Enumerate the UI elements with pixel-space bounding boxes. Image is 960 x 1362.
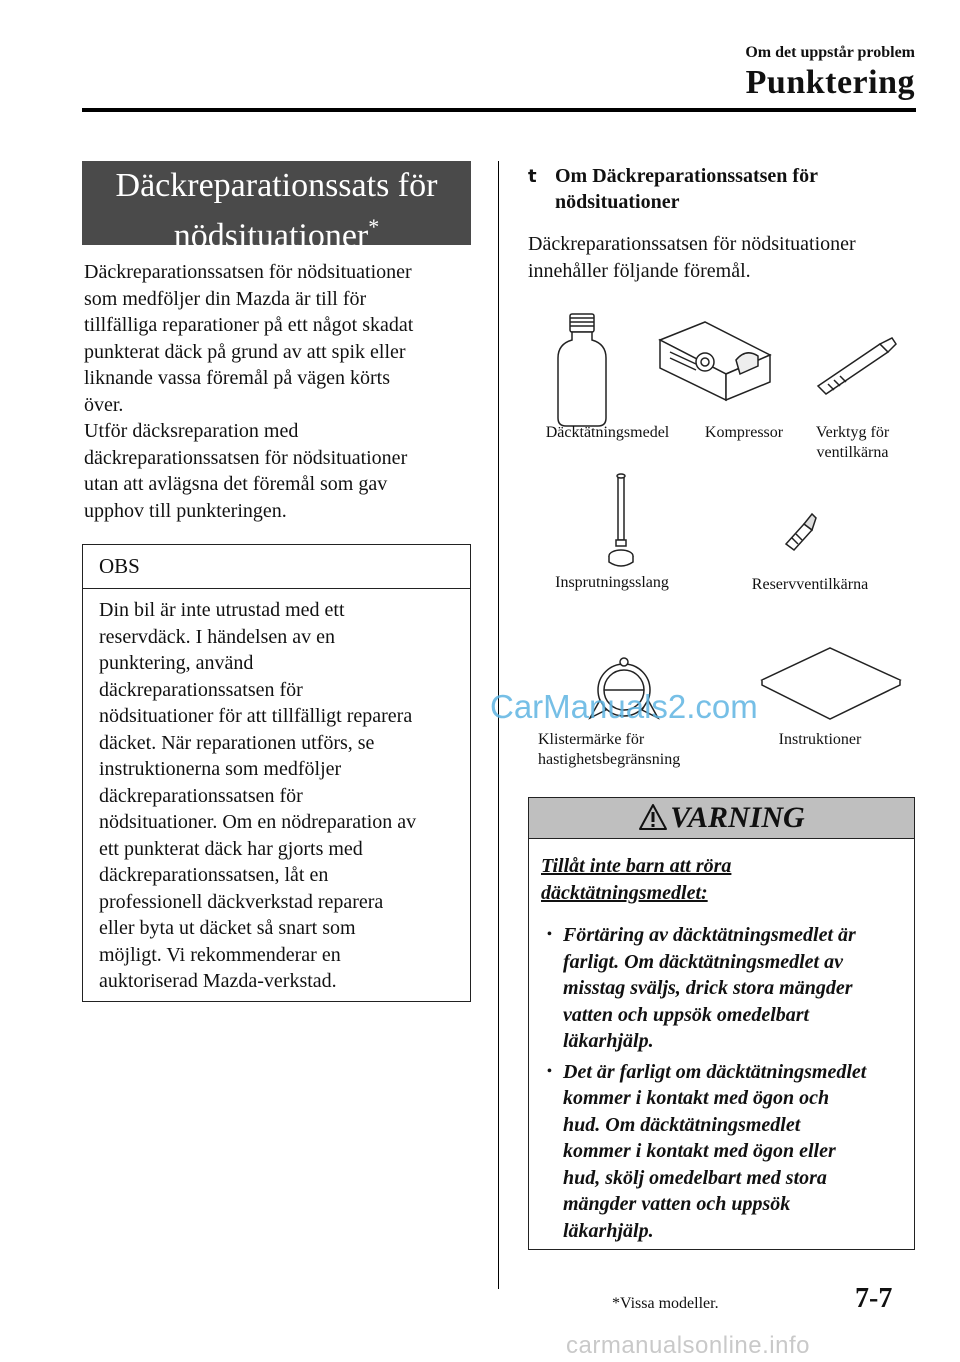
text-line: möjligt. Vi rekommenderar en	[99, 943, 341, 966]
obs-body	[83, 589, 470, 995]
warning-triangle-icon	[638, 803, 668, 831]
label-valve-tool-line-1: Verktyg för	[815, 424, 890, 441]
text-line: hud, skölj omedelbart med stora	[563, 1166, 827, 1189]
text-line: kommer i kontakt med ögon och	[563, 1087, 830, 1109]
sealant-bottle-illustration	[558, 314, 606, 426]
section-heading: Om det uppstår problem	[745, 44, 915, 61]
injection-hose-illustration	[609, 474, 633, 566]
label-valve-tool-line-2: ventilkärna	[816, 444, 889, 461]
text-line: farligt. Om däcktätningsmedlet av	[563, 950, 843, 973]
text-line: däckreparationssatsen för	[99, 784, 303, 807]
warning-body	[529, 839, 914, 1244]
text-line: över.	[84, 393, 124, 416]
text-line: nödsituationer. Om en nödreparation av	[99, 811, 417, 833]
obs-heading: OBS	[83, 545, 470, 589]
footer-watermark: carmanualsonline.info	[566, 1332, 810, 1359]
text-line: Din bil är inte utrustad med ett	[99, 599, 345, 621]
text-line: däckreparationssatsen för	[99, 678, 303, 701]
compressor-illustration	[660, 322, 770, 400]
text-line: Däckreparationssatsen för nödsituationer	[84, 261, 412, 283]
text-line: auktoriserad Mazda-verkstad.	[99, 970, 337, 992]
text-line: nödsituationer för att tillfälligt reparera	[99, 705, 413, 727]
text-line: tillfälliga reparationer på ett något skadat	[84, 314, 414, 336]
label-hose: Insprutningsslang	[555, 574, 669, 591]
text-line: hud. Om däcktätningsmedlet	[563, 1113, 801, 1136]
text-line: misstag sväljs, drick stora mängder	[563, 977, 853, 999]
page-title: Punktering	[745, 64, 915, 101]
text-line: punkterat däck på grund av att spik eller	[84, 340, 406, 363]
warning-title	[541, 853, 731, 906]
warning-title-line-1: Tillåt inte barn att röra	[541, 855, 732, 877]
warning-box	[528, 797, 915, 1250]
warning-title-line-2: däcktätningsmedlet:	[541, 881, 708, 904]
text-line: däcket. När reparationen utförs, se	[99, 731, 375, 754]
banner-line-1: Däckreparationssats för	[115, 167, 438, 204]
spare-valve-core-illustration	[786, 514, 816, 550]
label-compressor: Kompressor	[704, 424, 784, 441]
label-valve-tool	[800, 423, 905, 463]
text-line: professionell däckverkstad reparera	[99, 890, 384, 913]
footnote: *Vissa modeller.	[612, 1295, 719, 1312]
instructions-booklet-illustration	[762, 648, 900, 719]
watermark-text: CarManuals2.com	[490, 688, 758, 725]
label-sticker-line-2: hastighetsbegränsning	[538, 751, 681, 768]
text-line: eller byta ut däcket så snart som	[99, 917, 356, 939]
text-line: kommer i kontakt med ögon eller	[563, 1140, 836, 1162]
banner-line-2: nödsituationer	[173, 217, 369, 255]
obs-note-box	[82, 544, 471, 1002]
warning-heading	[529, 798, 914, 839]
text-line: Däckreparationssatsen för nödsituationer	[528, 233, 856, 255]
text-line: instruktionerna som medföljer	[99, 758, 342, 780]
valve-core-tool-illustration	[818, 338, 896, 394]
page-number: 7-7	[855, 1283, 893, 1314]
label-sticker	[538, 730, 718, 770]
text-line: Utför däcksreparation med	[84, 420, 299, 442]
text-line: läkarhjälp.	[563, 1219, 654, 1242]
text-line: liknande vassa föremål på vägen körts	[84, 367, 391, 389]
label-spare-cores: Reservventilkärna	[751, 576, 869, 593]
text-line: innehåller följande föremål.	[528, 259, 751, 282]
text-line: mängder vatten och uppsök	[563, 1193, 791, 1215]
text-line: utan att avlägsna det föremål som gav	[84, 473, 388, 495]
warning-bullet	[541, 1059, 902, 1245]
text-line: som medföljer din Mazda är till för	[84, 287, 367, 310]
label-instructions: Instruktioner	[778, 731, 862, 748]
text-line: läkarhjälp.	[563, 1030, 654, 1052]
text-line: däckreparationssatsen för nödsituationer	[84, 446, 408, 469]
warning-bullet	[541, 922, 902, 1055]
footnote-mark: *	[368, 214, 380, 239]
kit-heading-line-2: nödsituationer	[555, 191, 680, 213]
header-rule	[82, 108, 916, 112]
label-sticker-line-1: Klistermärke för	[538, 731, 645, 748]
text-line: däckreparationssatsen, låt en	[99, 864, 329, 886]
text-line: • Förtäring av däcktätningsmedlet är	[563, 924, 856, 946]
text-line: punktering, använd	[99, 652, 254, 674]
kit-heading-line-1: Om Däckreparationssatsen för	[555, 165, 818, 187]
text-line: upphov till punkteringen.	[84, 499, 287, 522]
label-sealant: Däcktätningsmedel	[545, 424, 670, 441]
intro-paragraph	[84, 259, 474, 524]
warning-heading-text: VARNING	[670, 801, 805, 834]
text-line: • Det är farligt om däcktätningsmedlet	[563, 1060, 867, 1083]
section-banner	[82, 161, 471, 255]
heading-marker: t	[528, 166, 537, 187]
text-line: ett punkterat däck har gjorts med	[99, 837, 363, 860]
text-line: reservdäck. I händelsen av en	[99, 625, 335, 648]
kit-description	[528, 231, 856, 284]
kit-heading	[555, 163, 818, 215]
text-line: vatten och uppsök omedelbart	[563, 1003, 810, 1026]
